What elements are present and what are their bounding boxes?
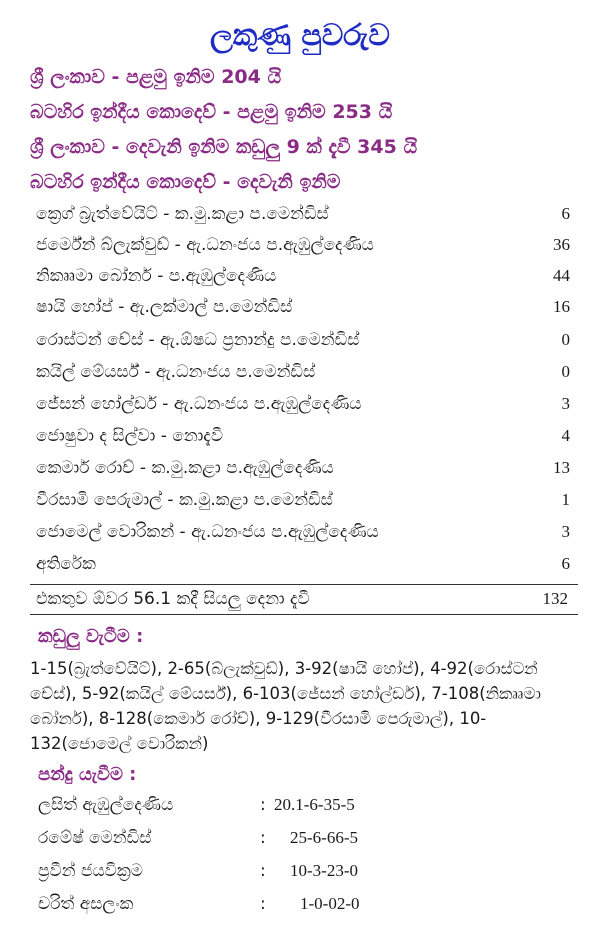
batsman-runs: 4 bbox=[561, 426, 570, 445]
separator: : bbox=[260, 795, 266, 815]
batting-row bbox=[36, 330, 576, 360]
bowler-name: චරිත් අසලංක bbox=[38, 894, 134, 914]
batsman-runs: 3 bbox=[561, 522, 570, 541]
total-divider bbox=[30, 584, 578, 585]
batting-row bbox=[36, 362, 576, 392]
total-label: එකතුව ඕවර 56.1 කදී සියලු දෙනා දැවී bbox=[36, 589, 310, 609]
bowler-figures: 1-0-02-0 bbox=[300, 894, 360, 913]
bowler-figures: 10-3-23-0 bbox=[290, 861, 358, 880]
batsman-dismissal: රොස්ටන් චේස් - ඇ.ඕෂධ ප්‍රනාන්දු ප.මෙන්ඩිස් bbox=[36, 330, 360, 350]
bowler-figures: 20.1-6-35-5 bbox=[274, 795, 355, 814]
separator: : bbox=[260, 828, 266, 848]
extras-label: අතිරේක bbox=[36, 554, 96, 574]
total-runs: 132 bbox=[542, 589, 568, 608]
bowler-name: රමේෂ් මෙන්ඩිස් bbox=[38, 828, 152, 848]
bowling-row bbox=[38, 861, 578, 889]
bowler-name: ලසිත් ඇඹුල්දෙණිය bbox=[38, 795, 174, 815]
batsman-dismissal: ෂායි හෝප් - ඇ.ලක්මාල් ප.මෙන්ඩිස් bbox=[36, 297, 293, 317]
batsman-runs: 6 bbox=[561, 204, 570, 223]
batsman-runs: 0 bbox=[561, 330, 570, 349]
batsman-runs: 0 bbox=[561, 362, 570, 381]
batting-row bbox=[36, 490, 576, 520]
bowler-figures: 25-6-66-5 bbox=[290, 828, 358, 847]
bowler-name: ප්‍රවීන් ජයවික්‍රම bbox=[38, 861, 143, 881]
batting-row bbox=[36, 458, 576, 488]
batsman-dismissal: නිකෲමා බෝනර් - ප.ඇඹුල්දෙණිය bbox=[36, 266, 277, 286]
batsman-dismissal: ක්‍රෙග් බ්‍රැත්වේයිට් - ක.මු.කළා ප.මෙන්ඩිස් bbox=[36, 204, 329, 224]
batsman-runs: 16 bbox=[553, 297, 570, 316]
batsman-dismissal: වීරසාමි පෙරුමාල් - ක.මු.කළා ප.මෙන්ඩිස් bbox=[36, 490, 333, 510]
batsman-dismissal: කෙමාර් රොච් - ක.මු.කළා ප.ඇඹුල්දෙණිය bbox=[36, 458, 334, 478]
batsman-runs: 13 bbox=[553, 458, 570, 477]
extras-row bbox=[36, 554, 576, 584]
batting-row bbox=[36, 394, 576, 424]
batsman-runs: 1 bbox=[561, 490, 570, 509]
headline-wi-second-innings: බටහිර ඉන්දීය කොදෙව් - දෙවැනි ඉනිම bbox=[30, 171, 341, 193]
bowling-row bbox=[38, 828, 578, 856]
batting-row bbox=[36, 297, 576, 327]
headline-sl-first-innings: ශ්‍රී ලංකාව - පළමු ඉනිම 204 යි bbox=[30, 66, 282, 88]
extras-runs: 6 bbox=[561, 554, 570, 573]
batting-row bbox=[36, 204, 576, 234]
page-title: ලකුණු පුවරුව bbox=[210, 18, 390, 53]
batsman-dismissal: ජර්මේන් බ්ලැක්වුඩ් - ඇ.ධනංජය ප.ඇඹුල්දෙණිය bbox=[36, 235, 374, 255]
batsman-runs: 36 bbox=[553, 235, 570, 254]
batsman-dismissal: ජොමෙල් වොරිකන් - ඇ.ධනංජය ප.ඇඹුල්දෙණිය bbox=[36, 522, 379, 542]
batting-row bbox=[36, 266, 576, 296]
batsman-runs: 44 bbox=[553, 266, 570, 285]
fall-of-wickets-text: 1-15(බ්‍රැත්වේයිට්), 2-65(බ්ලැක්වුඩ්), 3-92(ෂායි හෝප්), 4-92(රොස්ටන් චේස්), 5-92(කයිල් මේයර්ස්), 6-103(ජේසන් හෝල්ඩර්), 7-108(නිකෲමා බෝනර්), 8-128(කෙමාර් රෝච්), 9-129(වීරසාමි පෙරුමාල්), 10-132(ජොමෙල් වොරිකන්) bbox=[30, 659, 541, 753]
bowling-heading: පන්දු යැවීම : bbox=[38, 764, 137, 785]
batting-row bbox=[36, 235, 576, 265]
fall-of-wickets-heading: කඩුලු වැටීම : bbox=[38, 626, 144, 647]
batsman-runs: 3 bbox=[561, 394, 570, 413]
separator: : bbox=[260, 894, 266, 914]
batting-row bbox=[36, 522, 576, 552]
bowling-row bbox=[38, 795, 578, 823]
headline-wi-first-innings: බටහිර ඉන්දීය කොදෙව් - පළමු ඉනිම 253 යි bbox=[30, 101, 393, 123]
batsman-dismissal: ජේසන් හෝල්ඩර් - ඇ.ධනංජය ප.ඇඹුල්දෙණිය bbox=[36, 394, 362, 414]
total-divider-bottom bbox=[30, 614, 578, 615]
batsman-dismissal: කයිල් මේයර්ස් - ඇ.ධනංජය ප.මෙන්ඩිස් bbox=[36, 362, 316, 382]
separator: : bbox=[260, 861, 266, 881]
batsman-dismissal: ජොෂුවා ද සිල්වා - නොදැවී bbox=[36, 426, 224, 446]
batting-row bbox=[36, 426, 576, 456]
headline-sl-second-innings: ශ්‍රී ලංකාව - දෙවැනි ඉනිම කඩුලු 9 ක් දැවී 345 යි bbox=[30, 136, 418, 158]
bowling-row bbox=[38, 894, 578, 922]
